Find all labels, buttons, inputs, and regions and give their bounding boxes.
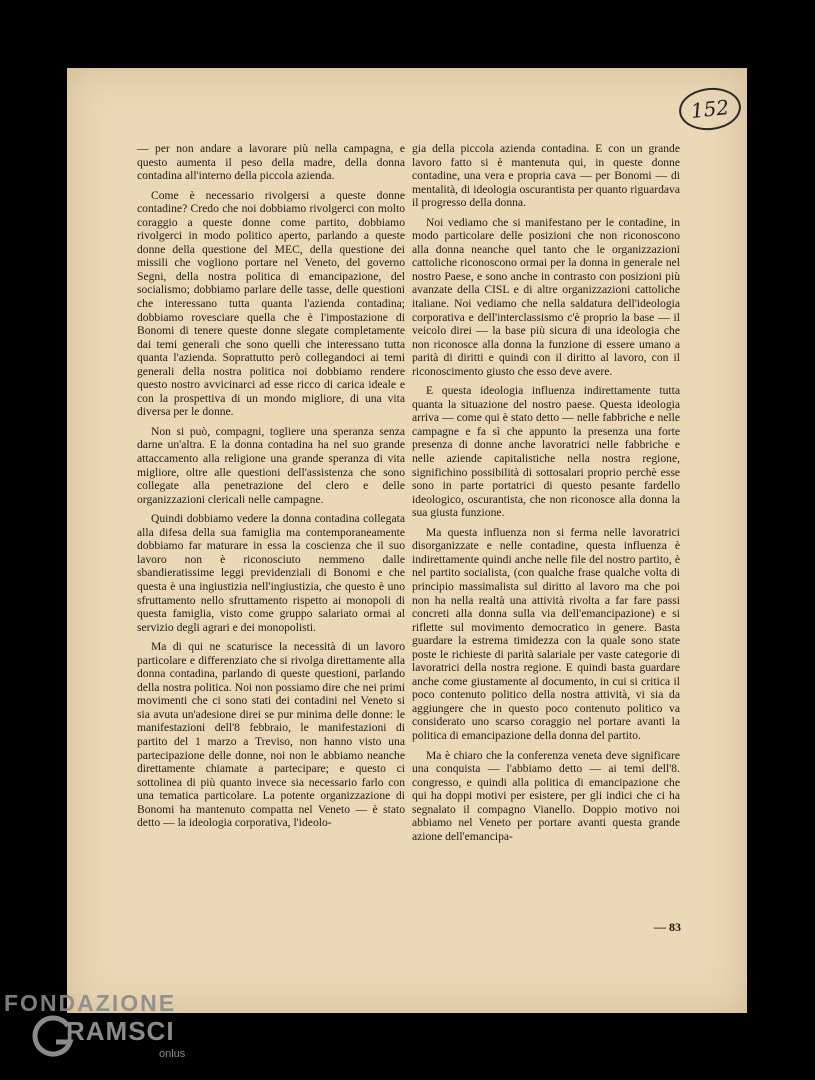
paragraph: Ma è chiaro che la conferenza veneta deve significare una conquista — l'abbiamo detto — ai temi dell'8. congresso, e quindi alla politica di emancipazione che qui ha doppi motivi per esistere, per gli indici che ci ha segnalato il compagno Vianello. Doppio motivo noi abbiamo nel Veneto per portare avanti questa grande azione dell'emancipa- [412, 748, 680, 843]
printed-page-number: — 83 [654, 920, 681, 934]
paragraph: Noi vediamo che si manifestano per le contadine, in modo particolare delle posizioni che non riconoscono alla donna neanche quel tanto che le organizzazioni cattoliche riconoscono ormai per la donna in generale nel nostro Paese, e sono anche in contrasto con posizioni più avanzate della CISL e di altre organizzazioni cattoliche italiane. Noi vediamo che nella saldatura dell'ideologia corporativa e dell'interclassismo c'è proprio la base — il veicolo direi — la base più sicura di una ideologia che non riconosce alla donna la funzione di essere umano a parità di diritti e quindi con il diritto al lavoro, con il riconoscimento giusto che esso deve avere. [412, 215, 680, 378]
paragraph: Ma di qui ne scaturisce la necessità di un lavoro particolare e differenziato che si rivolga direttamente alla donna contadina, parlando di queste questioni, parlando della nostra politica. Noi non possiamo dire che nei primi movimenti che ci sono stati dei contadini nel Veneto si sia avuta un'adesione direi se pur minima delle donne: le manifestazioni dell'8 febbraio, le manifestazioni di partito del 1 marzo a Treviso, non hanno visto una partecipazione delle donne, noi non le abbiamo neanche direttamente chiamate a partecipare; e questo ci sottolinea di più quanto invece sia necessario farlo con una tematica particolare. La potente organizzazione di Bonomi ha mantenuto compatta nel Veneto — è stato detto — la ideologia corporativa, l'ideolo- [137, 640, 405, 830]
right-column [412, 142, 680, 849]
paragraph: Ma questa influenza non si ferma nelle lavoratrici disorganizzate e nelle contadine, questa influenza è indirettamente quindi anche nelle file del nostro partito, è nel partito socialista, (con qualche frase qualche volta di principio massimalista sul diritto al lavoro ma che poi non ha nella realtà una attività rivolta a far fare passi concreti alla donna sulla via dell'emancipazione) e si riflette sul movimento democratico in genere. Basta guardare la estrema timidezza con la quale sono state poste le richieste di parità salariale per vaste categorie di lavoratrici della nostra regione. E quindi basta guardare anche come giustamente al documento, in cui si critica il poco contenuto politico della nostra attività, vi sia da aggiungere che in questo poco contenuto politico va considerato uno scarso coraggio nel portare avanti la politica di emancipazione della donna del partito. [412, 525, 680, 742]
paragraph: Come è necessario rivolgersi a queste donne contadine? Credo che noi dobbiamo rivolgerci con molto coraggio a queste donne come partito, dobbiamo rivolgerci in modo politico aperto, parlando a queste donne della questione del MEC, della questione dei missili che vogliono portare nel Veneto, del governo Segni, della nostra politica di emancipazione, del socialismo; dobbiamo parlare delle tasse, delle questioni che interessano tutta quanta l'azienda contadina; dobbiamo rovesciare quella che è l'impostazione di Bonomi di tenere queste donne slegate completamente dai temi generali che sono quelli che interessano tutta quanta l'azienda. Soprattutto però collegandoci ai temi generali della nostra politica noi dobbiamo rendere questo nostro avvicinarci ad esse ricco di carica ideale e con la prospettiva di un mondo migliore, di una vita diversa per le donne. [137, 188, 405, 419]
paragraph: gia della piccola azienda contadina. E con un grande lavoro fatto si è mantenuta qui, in queste donne contadine, una vera e propria cava — per Bonomi — di mentalità, di ideologia oscurantista per quanto riguardava il progresso della donna. [412, 142, 680, 210]
paragraph: E questa ideologia influenza indirettamente tutta quanta la situazione del nostro paese. Questa ideologia arriva — come qui è stato detto — nelle fabbriche e nelle campagne e fa sì che appunto la presenza una forte presenza di donne anche lavoratrici nelle fabbriche e nelle aziende capitalistiche nella nostra regione, significhino possibilità di sottosalari proprio perchè esse sono in parte portatrici di questo pesante fardello ideologico, oscurantista, che non riconosce alla donna la sua giusta funzione. [412, 384, 680, 520]
paragraph: Quindi dobbiamo vedere la donna contadina collegata alla difesa della sua famiglia ma contemporaneamente dobbiamo far maturare in essa la coscienza che il suo lavoro non è riconosciuto nemmeno dalle sbandieratissime leggi previdenziali di Bonomi e che questa è una ingiustizia nell'ingiustizia, che questo è uno sfruttamento nello sfruttamento rispetto ai monopoli di questa famiglia, visto come gruppo salariato ormai al servizio degli agrari e dei monopolisti. [137, 512, 405, 634]
watermark-line2: RAMSCI [66, 1016, 175, 1046]
left-column [137, 142, 405, 836]
watermark-line3: onlus [159, 1048, 186, 1060]
fondazione-gramsci-watermark [0, 990, 260, 1080]
paragraph: Non si può, compagni, togliere una speranza senza darne un'altra. E la donna contadina ha nel suo grande attaccamento alla religione una grande speranza di vita migliore, oltre alle questioni dell'assistenza che sono collegate alla penetrazione del clero e delle organizzazioni clericali nelle campagne. [137, 424, 405, 506]
handwritten-page-number: 152 [677, 85, 743, 133]
watermark-line1: FONDAZIONE [4, 990, 177, 1016]
paragraph: — per non andare a lavorare più nella campagna, e questo aumenta il peso della madre, della donna contadina all'interno della piccola azienda. [137, 142, 405, 183]
document-page [67, 68, 747, 1013]
